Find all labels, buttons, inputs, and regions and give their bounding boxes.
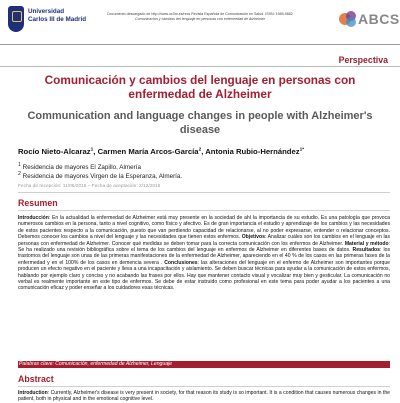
- affiliation: $^1$ Residencia de mayores El Zapillo, Almería: [18, 162, 141, 172]
- journal-logo: [338, 7, 400, 33]
- author-affiliation-mark: 1*: [299, 147, 305, 153]
- section-label: Perspectiva: [338, 55, 388, 65]
- author-affiliation-mark: 2: [198, 147, 202, 153]
- author-affiliation-mark: 1: [90, 147, 94, 153]
- header-divider: [0, 44, 400, 45]
- reception-dates: Fecha de recepción: 11/06/2015 – Fecha de aceptación: 2/12/2015: [18, 184, 161, 189]
- author-name: Carmen María Arcos-García: [97, 147, 199, 156]
- download-notice: Documento descargado de http://www.uc3m.es/recs Revista Española de Comunicación en Salud. ISSN: 1989-9882 Comunicación y cambios del lenguaje en personas con enfermedad de Alzheimer: [107, 12, 293, 21]
- author-list: Rocío Nieto-Alcaraz$^1$, Carmen María Arcos-García$^2$, Antonia Rubio-Hernández$^{1*}$: [18, 147, 305, 156]
- resumen-heading: Resumen: [18, 198, 58, 208]
- author-name: Antonia Rubio-Hernández: [205, 147, 300, 156]
- abstract-body: Introduction: Currently, Alzheimer's disease is very present in society, for that reason its study is so important. It is a condition that causes numerous changes in the patient, both in physical and in the emotional cognitive level.: [18, 390, 390, 403]
- resumen-body: Introducción: En la actualidad la enfermedad de Alzheimer está muy presente en la sociedad de ahí la importancia de su estudio. Es una patología que provoca numerosos cambios en la persona, tanto a nivel cognitivo, como físico y afectivo. Es de gran importancia el estudio y aprendizaje de los cambios y las necesidades de estos pacientes respecto a la comunicación, puesto que van perdiendo capacidad de relacionarse, al no poder expresarse, entender o relacionar conceptos. Debemos conocer los cambios a nivel del lenguaje y las necesidades que tienen estos enfermos. Objetivos: Analizar cuáles son los cambios en el lenguaje en las personas con enfermedad de Alzheimer. Conocer qué medidas se deben tomar para la correcta comunicación con los enfermos de Alzheimer. Material y método: Se ha realizado una revisión bibliográfica sobre el tema de los cambios del lenguaje en enfermos de Alzheimer en diferentes bases de datos. Resultados: los trastornos del lenguaje son unas de las primeras manifestaciones de la enfermedad de Alzheimer, apareciendo en el 40 % de los casos en las primeras fases de la enfermedad y en el 100% de los casos en demencia severa . Conclusiones: las alteraciones del lenguaje en el enfermo de Alzheimer son importantes porque producen un efecto negativo en el paciente y lleva a una incapacitación y aislamiento. Se deben buscar técnicas para ayudar a la comunicación de estos enfermos, hablando por ejemplo claro y conciso y no acabando las frases por ellos. Hay que mantener contacto visual y vocalizar muy bien y gesticular. La comunicación no verbal es realmente importante en este tipo de enfermos. Se debe de estar instruido como profesional en este tema para poder ayudar a los pacientes a una comunicación eficaz y poder enseñar a los cuidadores esas técnicas.: [18, 215, 391, 292]
- journal-logo-circles-icon: [338, 10, 360, 28]
- divider: [18, 192, 390, 193]
- university-name: Universidad Carlos III de Madrid: [28, 8, 87, 23]
- divider: [18, 210, 390, 211]
- keywords-bar: Palabras clave: Comunicación, enfermedad de Alzheimer, Lenguaje: [18, 361, 390, 368]
- page-header: [0, 0, 400, 44]
- title-spanish: Comunicación y cambios del lenguaje en personas con enfermedad de Alzheimer: [44, 73, 356, 101]
- university-crest-icon: [8, 6, 24, 32]
- abstract-heading: Abstract: [18, 374, 54, 384]
- title-english: Communication and language changes in people with Alzheimer's disease: [27, 110, 373, 136]
- author-name: Rocío Nieto-Alcaraz: [18, 147, 91, 156]
- divider: [18, 386, 390, 387]
- affiliation: $^2$ Residencia de mayores Virgen de la Esperanza, Almería.: [18, 171, 183, 181]
- journal-logo-text: ABCS: [358, 11, 400, 27]
- section-divider: [0, 66, 400, 67]
